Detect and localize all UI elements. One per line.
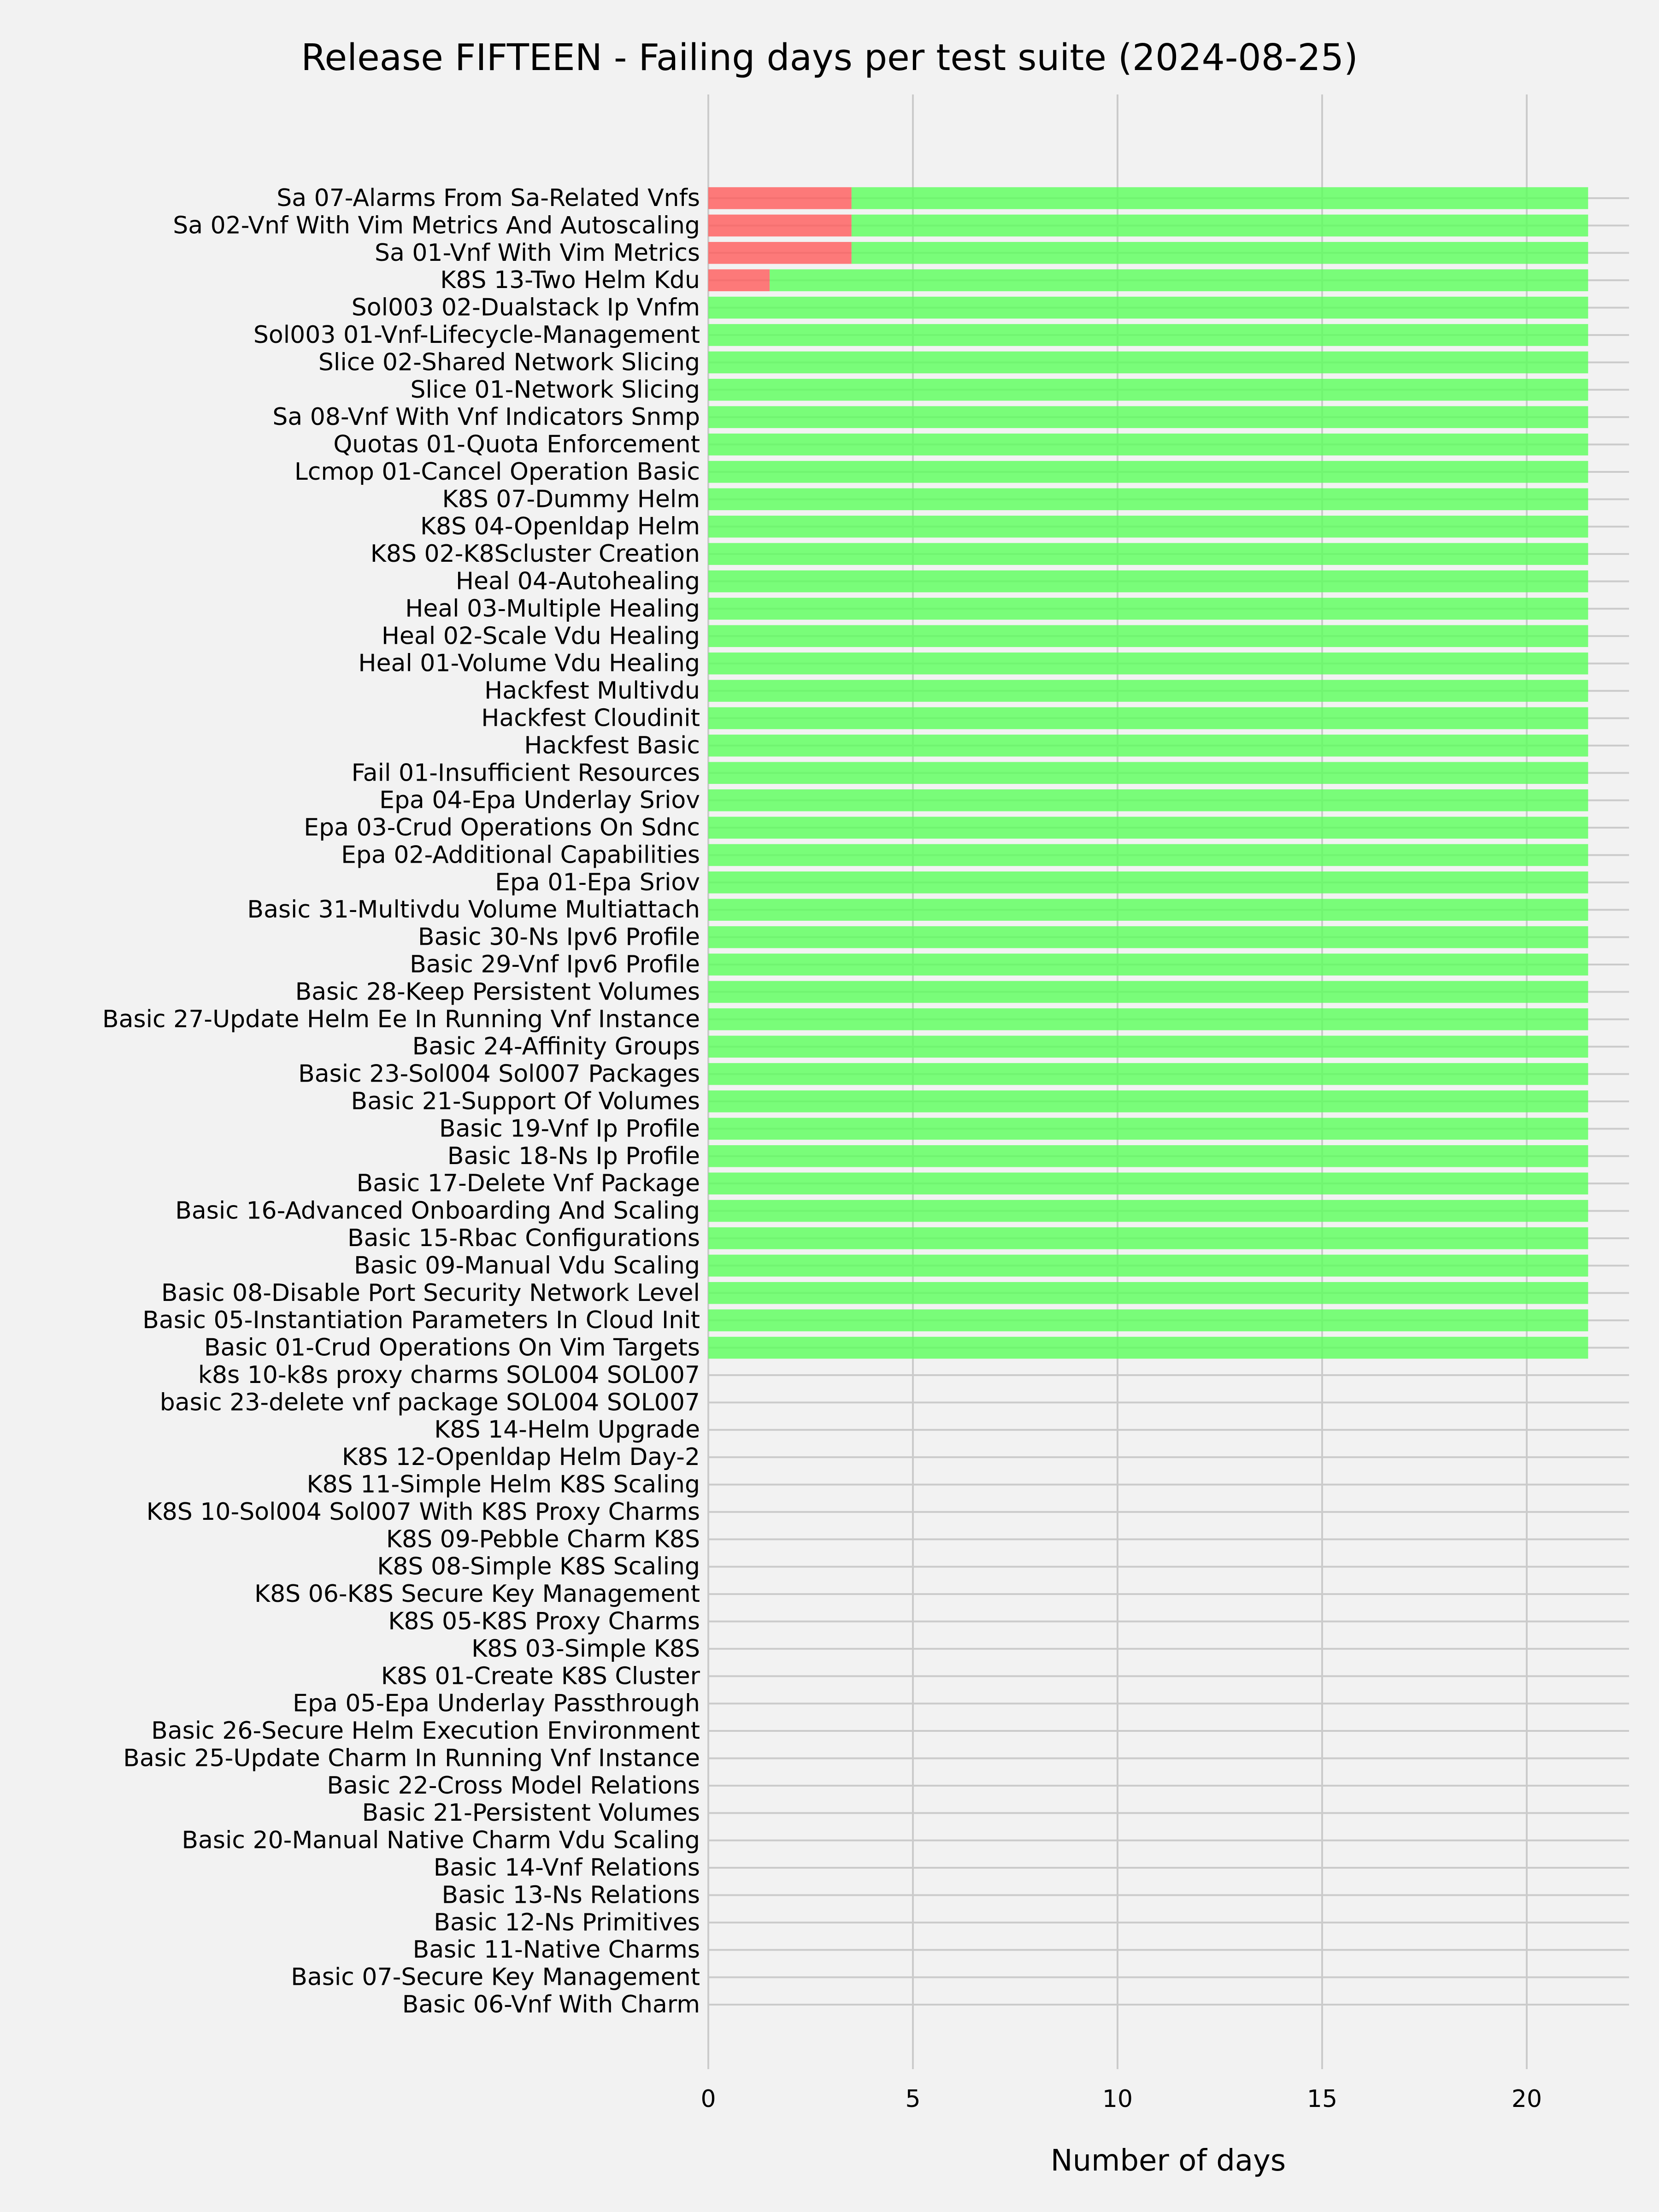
passing-days-bar [708,1145,1588,1167]
passing-days-bar [770,269,1588,291]
y-tick-label: Basic 01-Crud Operations On Vim Targets [204,1334,700,1362]
passing-days-bar [708,926,1588,948]
passing-days-bar [708,653,1588,675]
y-tick-label: Sa 08-Vnf With Vnf Indicators Snmp [272,403,700,431]
y-tick-label: basic 23-delete vnf package SOL004 SOL007 [159,1388,700,1417]
passing-days-bar [708,297,1588,319]
y-tick-label: Basic 08-Disable Port Security Network Level [161,1279,700,1307]
y-tick-label: Basic 29-Vnf Ipv6 Profile [410,951,700,979]
y-tick-label: Lcmop 01-Cancel Operation Basic [294,458,700,486]
passing-days-bar [708,1008,1588,1030]
y-tick-label: Sa 02-Vnf With Vim Metrics And Autoscaling [173,212,700,240]
y-tick-label: Basic 25-Update Charm In Running Vnf Instance [123,1744,700,1772]
passing-days-bar [852,242,1588,264]
y-tick-label: Heal 04-Autohealing [455,567,700,595]
passing-days-bar [708,461,1588,483]
y-tick-label: Basic 27-Update Helm Ee In Running Vnf Instance [102,1005,700,1033]
passing-days-bar [852,187,1588,209]
y-tick-label: K8S 01-Create K8S Cluster [381,1662,700,1690]
y-tick-label: Basic 06-Vnf With Charm [402,1991,700,2018]
y-tick-label: Basic 31-Multivdu Volume Multiattach [247,896,700,924]
passing-days-bar [708,1090,1588,1112]
passing-days-bar [708,1227,1588,1249]
passing-days-bar [708,598,1588,620]
y-tick-label: K8S 13-Two Helm Kdu [440,266,700,294]
y-tick-label: Basic 20-Manual Native Charm Vdu Scaling [182,1826,700,1854]
passing-days-bar [708,516,1588,538]
y-tick-label: Epa 03-Crud Operations On Sdnc [304,814,700,842]
y-tick-label: Basic 23-Sol004 Sol007 Packages [298,1060,700,1088]
y-tick-label: Basic 17-Delete Vnf Package [356,1170,700,1198]
x-tick-label: 15 [1306,2085,1338,2113]
y-tick-label: K8S 09-Pebble Charm K8S [386,1525,700,1553]
passing-days-bar [708,762,1588,784]
y-tick-label: Epa 05-Epa Underlay Passthrough [293,1689,700,1718]
y-tick-label: K8S 14-Helm Upgrade [434,1416,700,1444]
y-tick-label: K8S 08-Simple K8S Scaling [377,1553,700,1581]
y-tick-label: K8S 06-K8S Secure Key Management [254,1580,700,1608]
passing-days-bar [708,789,1588,812]
y-tick-label: Quotas 01-Quota Enforcement [333,430,700,459]
y-tick-label: Basic 26-Secure Helm Execution Environment [151,1717,700,1745]
y-tick-label: Fail 01-Insufficient Resources [351,759,700,787]
y-tick-label: Basic 21-Support Of Volumes [351,1088,700,1115]
passing-days-bar [708,434,1588,456]
y-tick-label: Slice 02-Shared Network Slicing [318,348,700,377]
x-tick-label: 5 [905,2085,921,2113]
y-tick-label: K8S 03-Simple K8S [471,1635,700,1663]
y-tick-label: Basic 19-Vnf Ip Profile [439,1115,700,1143]
y-tick-label: Sol003 01-Vnf-Lifecycle-Management [253,321,700,349]
x-tick-label: 20 [1511,2085,1542,2113]
y-tick-label: Basic 16-Advanced Onboarding And Scaling [175,1197,700,1225]
passing-days-bar [708,1172,1588,1194]
y-tick-label: Sol003 02-Dualstack Ip Vnfm [351,294,700,322]
y-tick-label: K8S 05-K8S Proxy Charms [388,1607,700,1635]
y-tick-label: Epa 02-Additional Capabilities [341,841,700,869]
passing-days-bar [708,817,1588,839]
passing-days-bar [708,543,1588,565]
y-tick-label: Basic 24-Affinity Groups [412,1033,700,1061]
failing-days-bar [708,215,852,237]
y-tick-label: Heal 03-Multiple Healing [405,594,700,623]
y-tick-label: Basic 30-Ns Ipv6 Profile [418,923,700,951]
passing-days-bar [852,215,1588,237]
y-tick-label: Basic 09-Manual Vdu Scaling [353,1252,700,1280]
y-tick-label: K8S 07-Dummy Helm [442,485,700,513]
passing-days-bar [708,488,1588,511]
bars [708,187,1588,1359]
y-tick-label: Basic 13-Ns Relations [441,1881,700,1909]
y-tick-label: Basic 28-Keep Persistent Volumes [295,978,700,1006]
y-tick-label: Basic 15-Rbac Configurations [347,1224,700,1252]
y-tick-label: Epa 01-Epa Sriov [495,868,700,896]
passing-days-bar [708,953,1588,976]
failing-days-bar [708,187,852,209]
y-tick-label: Basic 18-Ns Ip Profile [447,1142,700,1170]
y-tick-label: k8s 10-k8s proxy charms SOL004 SOL007 [198,1361,700,1389]
y-tick-label: Heal 02-Scale Vdu Healing [381,622,700,650]
x-tick-label: 10 [1102,2085,1133,2113]
passing-days-bar [708,1200,1588,1222]
failing-days-bar [708,242,852,264]
passing-days-bar [708,899,1588,921]
passing-days-bar [708,981,1588,1003]
passing-days-bar [708,1337,1588,1359]
y-tick-label: K8S 04-Openldap Helm [420,512,700,541]
passing-days-bar [708,571,1588,593]
y-tick-label: Hackfest Cloudinit [481,704,700,732]
chart-title: Release FIFTEEN - Failing days per test suite (2024-08-25) [301,36,1358,79]
passing-days-bar [708,871,1588,894]
failing-days-bar [708,269,770,291]
passing-days-bar [708,324,1588,346]
passing-days-bar [708,1063,1588,1085]
passing-days-bar [708,680,1588,702]
y-tick-label: K8S 11-Simple Helm K8S Scaling [306,1471,700,1499]
y-tick-label: Sa 01-Vnf With Vim Metrics [374,239,700,267]
x-axis-label: Number of days [1050,2144,1286,2178]
y-tick-label: Basic 14-Vnf Relations [433,1854,700,1882]
passing-days-bar [708,1035,1588,1058]
passing-days-bar [708,1282,1588,1304]
y-tick-label: Heal 01-Volume Vdu Healing [358,649,700,677]
passing-days-bar [708,1118,1588,1140]
passing-days-bar [708,625,1588,647]
passing-days-bar [708,1309,1588,1331]
x-tick-label: 0 [700,2085,716,2113]
passing-days-bar [708,379,1588,401]
passing-days-bar [708,707,1588,729]
y-tick-label: Hackfest Basic [524,731,700,759]
passing-days-bar [708,406,1588,428]
y-tick-label: K8S 02-K8Scluster Creation [370,540,700,568]
y-tick-label: Epa 04-Epa Underlay Sriov [379,786,700,814]
y-tick-label: Slice 01-Network Slicing [410,376,700,404]
passing-days-bar [708,1255,1588,1277]
y-tick-label: Basic 21-Persistent Volumes [362,1799,700,1827]
y-tick-label: Hackfest Multivdu [484,677,700,705]
y-tick-label: K8S 10-Sol004 Sol007 With K8S Proxy Charms [146,1498,700,1526]
passing-days-bar [708,352,1588,374]
y-tick-label: Basic 22-Cross Model Relations [327,1771,700,1800]
y-tick-label: Sa 07-Alarms From Sa-Related Vnfs [276,184,700,212]
y-tick-label: Basic 11-Native Charms [412,1936,700,1964]
passing-days-bar [708,735,1588,757]
y-tick-label: Basic 12-Ns Primitives [434,1908,700,1936]
passing-days-bar [708,844,1588,866]
y-tick-label: Basic 07-Secure Key Management [291,1963,700,1991]
y-tick-label: K8S 12-Openldap Helm Day-2 [341,1443,700,1471]
y-tick-label: Basic 05-Instantiation Parameters In Cloud Init [142,1306,700,1335]
